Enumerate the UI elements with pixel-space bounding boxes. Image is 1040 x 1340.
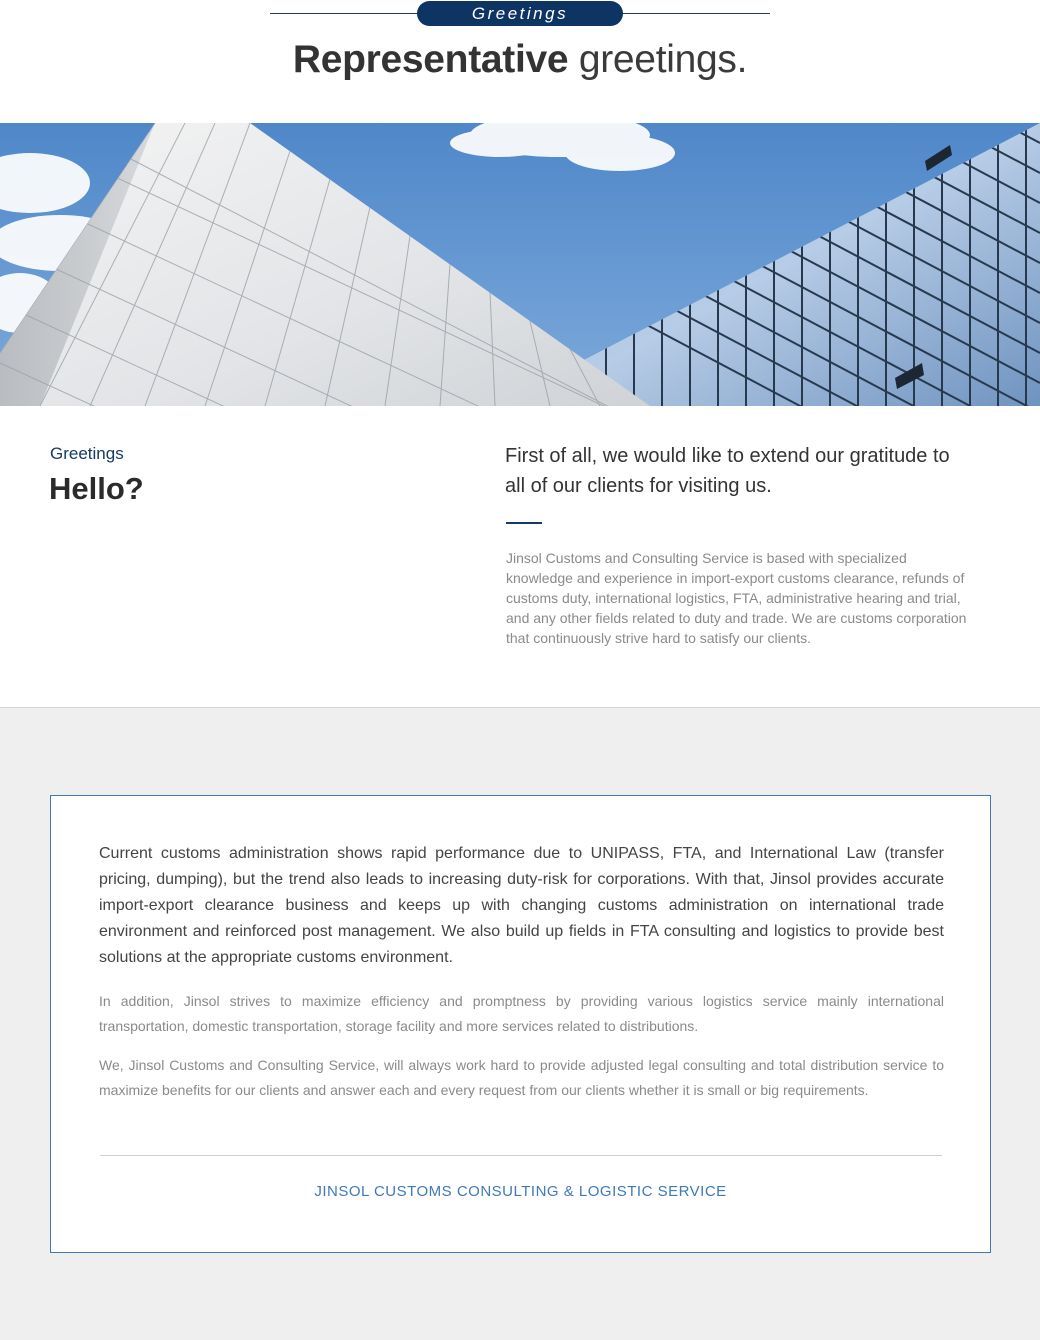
page-title: [0, 38, 1040, 82]
message-card: [50, 795, 991, 1253]
intro-body: Jinsol Customs and Consulting Service is based with specialized knowledge and experience in import-export customs clearance, refunds of customs duty, international logistics, FTA, administrative hearing and trial, and any other fields related to duty and trade. We are customs corporation that continuously strive hard to satisfy our clients.: [506, 550, 967, 646]
card-main-paragraph: Current customs administration shows rapid performance due to UNIPASS, FTA, and International Law (transfer pricing, dumping), but the trend also leads to increasing duty-risk for corporations. With that, Jinsol provides accurate import-export clearance business and keeps up with changing customs administration on international trade environment and reinforced post management. We also build up fields in FTA consulting and logistics to provide best solutions at the appropriate customs environment.: [99, 845, 944, 966]
intro-divider: [506, 522, 542, 524]
intro-heading: Hello?: [49, 471, 144, 506]
page-title-light: greetings.: [578, 38, 748, 81]
page-title-strong: Representative: [292, 38, 569, 81]
intro-label: Greetings: [50, 444, 124, 463]
card-paragraph-2: In addition, Jinsol strives to maximize efficiency and promptness by providing various logistics service mainly international transportation, domestic transportation, storage facility and more services related to distributions.: [99, 993, 944, 1034]
card-divider: [100, 1155, 942, 1156]
intro-lead: First of all, we would like to extend our gratitude to all of our clients for visiting us.: [505, 445, 950, 497]
hero-buildings-image: [0, 123, 1040, 406]
card-paragraph-3: We, Jinsol Customs and Consulting Service, will always work hard to provide adjusted legal consulting and total distribution service to maximize benefits for our clients and answer each and every request from our clients whether it is small or big requirements.: [99, 1057, 944, 1098]
section-tag: Greetings: [417, 1, 623, 26]
company-signature: JINSOL CUSTOMS CONSULTING & LOGISTIC SERVICE: [314, 1183, 727, 1200]
